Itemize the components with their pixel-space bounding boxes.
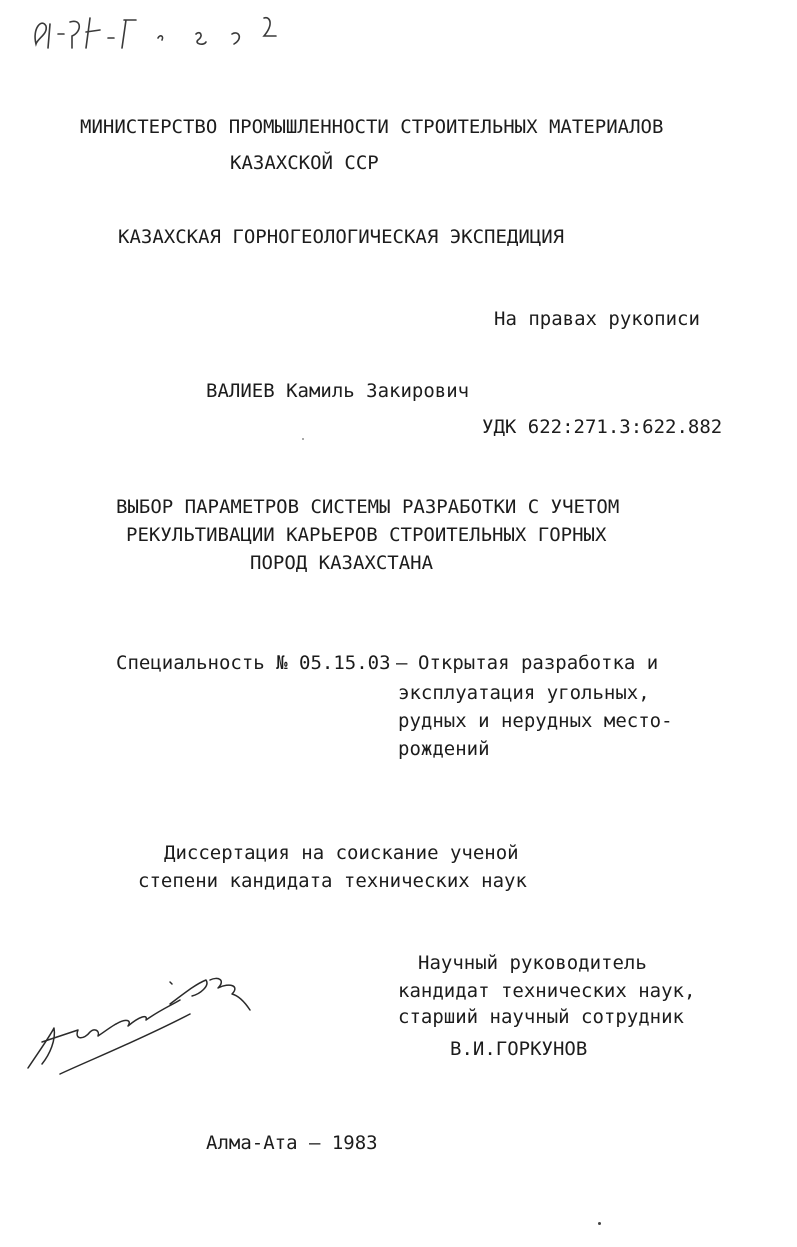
supervisor-line-3: старший научный сотрудник — [398, 1006, 684, 1028]
dissertation-line-1: Диссертация на соискание ученой — [164, 842, 519, 864]
supervisor-line-1: Научный руководитель — [418, 952, 647, 974]
archive-mark-handwriting — [28, 8, 288, 58]
place-and-year: Алма-Ата – 1983 — [206, 1132, 378, 1154]
specialty-line-2: эксплуатация угольных, — [398, 682, 650, 704]
ministry-line-1: МИНИСТЕРСТВО ПРОМЫШЛЕННОСТИ СТРОИТЕЛЬНЫХ МАТЕРИАЛОВ — [80, 116, 664, 138]
title-line-1: ВЫБОР ПАРАМЕТРОВ СИСТЕМЫ РАЗРАБОТКИ С УЧЕТОМ — [116, 496, 620, 518]
specialty-line-3: рудных и нерудных место- — [398, 710, 673, 732]
specialty-label: Специальность № 05.15.03 — [116, 652, 391, 674]
paper-speck — [302, 438, 304, 440]
udc-code: УДК 622:271.3:622.882 — [482, 416, 723, 438]
ministry-line-2: КАЗАХСКОЙ ССР — [230, 152, 379, 174]
dissertation-line-2: степени кандидата технических наук — [138, 870, 527, 892]
author-signature — [20, 970, 260, 1080]
specialty-line-1: Открытая разработка и — [418, 652, 659, 674]
supervisor-name: В.И.ГОРКУНОВ — [450, 1038, 588, 1060]
specialty-dash: – — [396, 652, 408, 674]
specialty-line-4: рождений — [398, 738, 490, 760]
title-line-3: ПОРОД КАЗАХСТАНА — [250, 552, 434, 574]
supervisor-line-2: кандидат технических наук, — [398, 980, 696, 1002]
title-line-2: РЕКУЛЬТИВАЦИИ КАРЬЕРОВ СТРОИТЕЛЬНЫХ ГОРНЫХ — [126, 524, 607, 546]
paper-speck — [598, 1222, 601, 1225]
author-name: ВАЛИЕВ Камиль Закирович — [206, 380, 470, 402]
organization: КАЗАХСКАЯ ГОРНОГЕОЛОГИЧЕСКАЯ ЭКСПЕДИЦИЯ — [118, 226, 565, 248]
manuscript-rights: На правах рукописи — [494, 308, 700, 330]
